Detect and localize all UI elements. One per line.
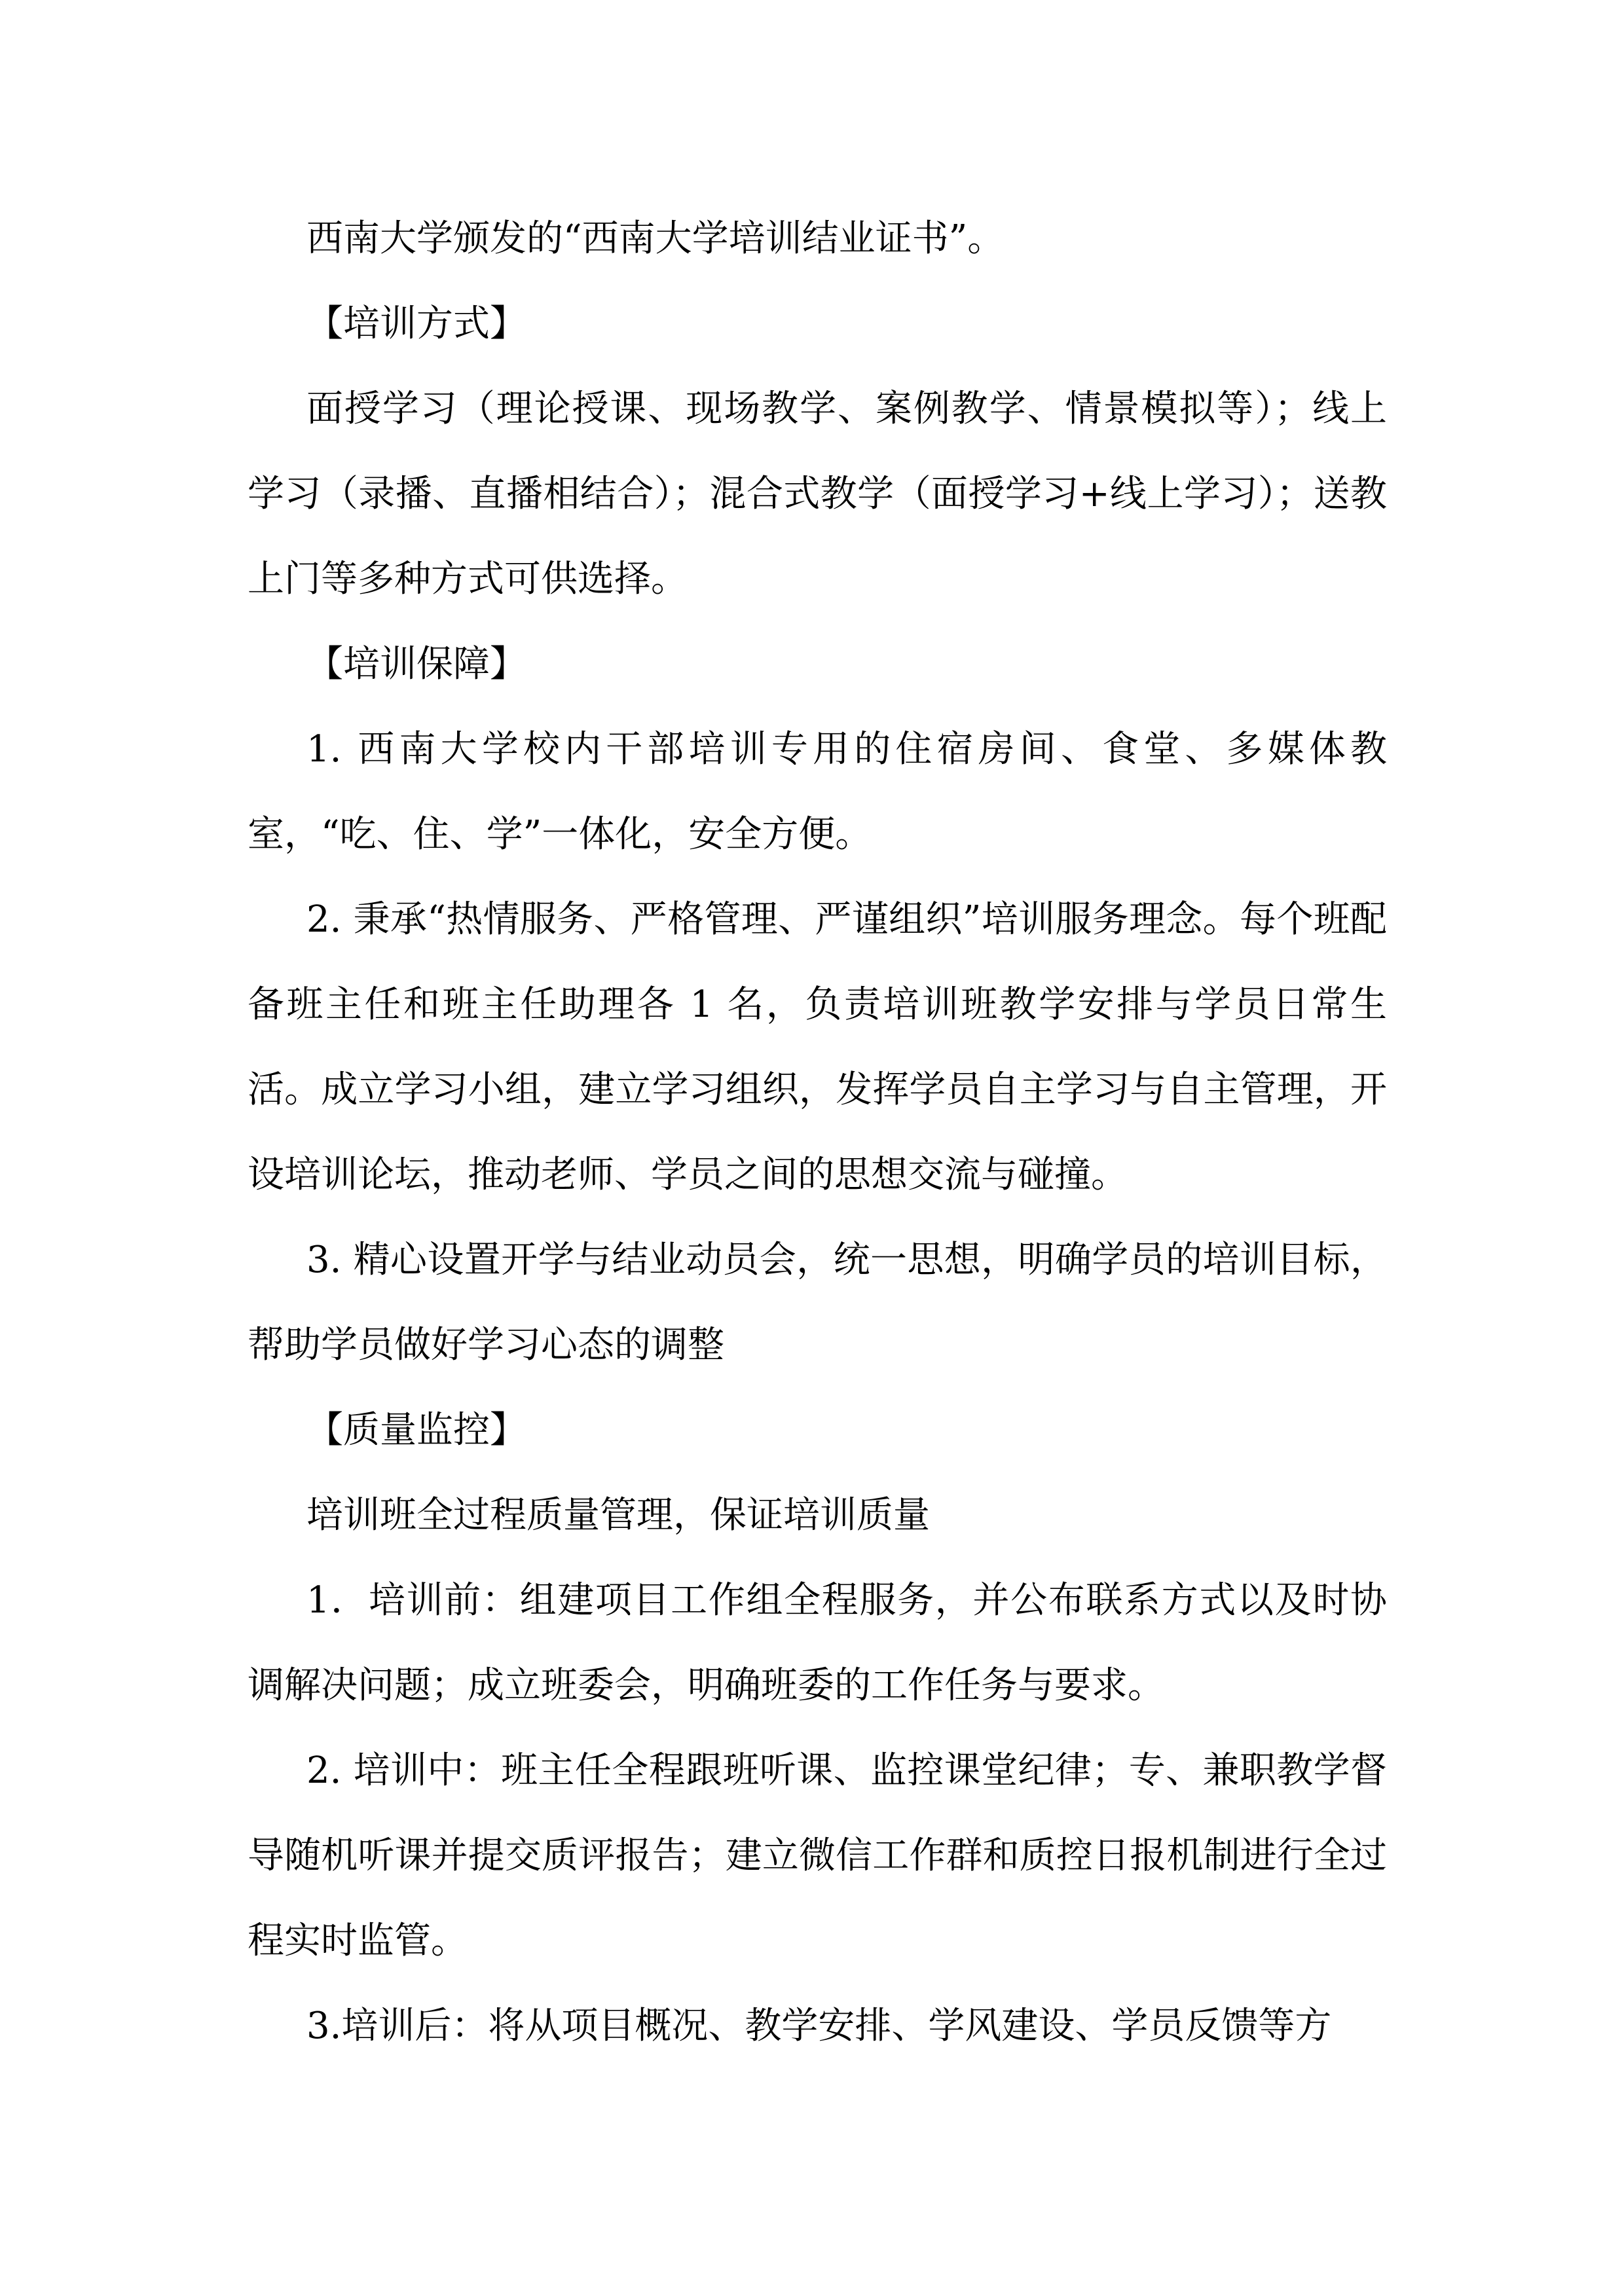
- heading-quality-monitoring: 【质量监控】: [306, 1409, 526, 1451]
- paragraph-quality-2: 2. 培训中：班主任全程跟班听课、监控课堂纪律；专、兼职教学督导随机听课并提交质评报告；建立微信工作群和质控日报机制进行全过程实时监管。: [248, 1749, 1387, 1962]
- document-body: [248, 196, 1387, 2069]
- heading-training-method: 【培训方式】: [306, 302, 526, 345]
- paragraph-support-3: 3. 精心设置开学与结业动员会，统一思想，明确学员的培训目标，帮助学员做好学习心态的调整: [248, 1239, 1387, 1366]
- heading-training-support: 【培训保障】: [306, 643, 526, 685]
- paragraph-quality-1: 1．培训前：组建项目工作组全程服务，并公布联系方式以及时协调解决问题；成立班委会，明确班委的工作任务与要求。: [248, 1579, 1387, 1707]
- paragraph-quality-intro: 培训班全过程质量管理，保证培训质量: [306, 1494, 930, 1537]
- paragraph-support-2: 2. 秉承“热情服务、严格管理、严谨组织”培训服务理念。每个班配备班主任和班主任助理各 1 名，负责培训班教学安排与学员日常生活。成立学习小组，建立学习组织，发挥学员自主学习与自主管理，开设培训论坛，推动老师、学员之间的思想交流与碰撞。: [248, 898, 1387, 1196]
- paragraph-certificate: 西南大学颁发的“西南大学培训结业证书”。: [306, 217, 1005, 260]
- paragraph-support-1: 1. 西南大学校内干部培训专用的住宿房间、食堂、多媒体教室，“吃、住、学”一体化，安全方便。: [248, 728, 1387, 856]
- paragraph-quality-3: 3.培训后：将从项目概况、教学安排、学风建设、学员反馈等方: [306, 2005, 1332, 2047]
- paragraph-training-method: 面授学习（理论授课、现场教学、案例教学、情景模拟等）；线上学习（录播、直播相结合）；混合式教学（面授学习+线上学习）；送教上门等多种方式可供选择。: [248, 388, 1387, 600]
